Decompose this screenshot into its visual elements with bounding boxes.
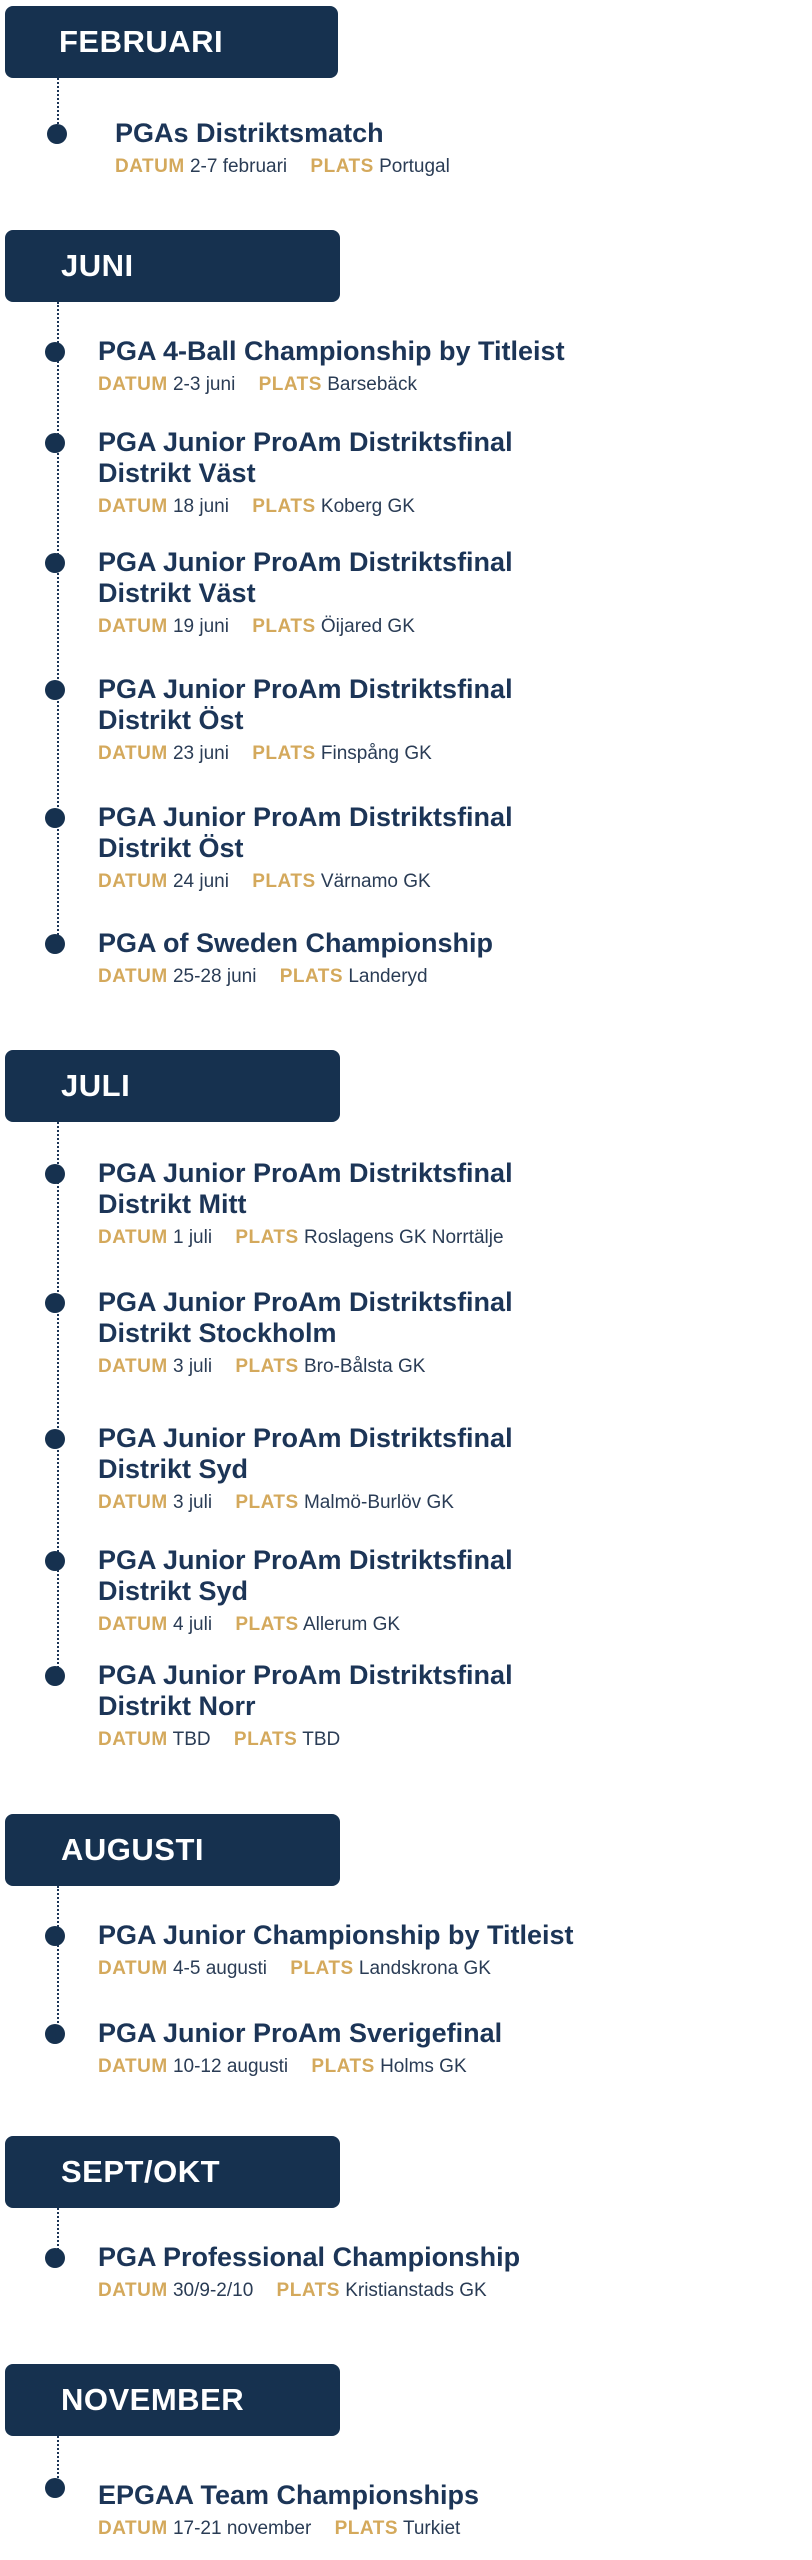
event-place: Barsebäck xyxy=(327,374,418,395)
place-label: PLATS xyxy=(310,156,374,177)
event-title: PGA 4-Ball Championship by Titleist xyxy=(98,336,565,366)
month-header-februari: FEBRUARI xyxy=(5,6,338,78)
date-label: DATUM xyxy=(98,743,168,764)
event-title: PGA Junior ProAm Distriktsfinal Distrikt Väst xyxy=(98,547,513,608)
timeline-dot xyxy=(45,1551,65,1571)
date-label: DATUM xyxy=(115,156,185,177)
date-label: DATUM xyxy=(98,1614,168,1635)
event-meta xyxy=(98,1355,788,1379)
event-item xyxy=(98,427,788,519)
event-item xyxy=(98,1423,788,1515)
event-date: 4-5 augusti xyxy=(172,1958,267,1979)
date-label: DATUM xyxy=(98,374,168,395)
event-date: 3 juli xyxy=(172,1492,213,1513)
event-item xyxy=(98,1920,788,1981)
event-title: PGA Professional Championship xyxy=(98,2242,521,2272)
event-meta xyxy=(98,870,788,894)
event-meta xyxy=(98,2279,788,2303)
place-label: PLATS xyxy=(290,1958,354,1979)
event-title: PGA Junior ProAm Distriktsfinal Distrikt Mitt xyxy=(98,1158,513,1219)
date-label: DATUM xyxy=(98,2280,168,2301)
timeline-line xyxy=(57,302,59,942)
event-meta xyxy=(98,2055,788,2079)
place-label: PLATS xyxy=(252,871,316,892)
event-meta xyxy=(98,2517,788,2541)
timeline-dot xyxy=(45,934,65,954)
event-title: PGA Junior ProAm Distriktsfinal Distrikt Väst xyxy=(98,427,513,488)
event-title: PGA Junior Championship by Titleist xyxy=(98,1920,574,1950)
event-meta xyxy=(98,1491,788,1515)
place-label: PLATS xyxy=(233,1729,298,1750)
timeline-dot xyxy=(45,342,65,362)
date-label: DATUM xyxy=(98,1729,168,1750)
event-title: PGA Junior ProAm Distriktsfinal Distrikt Norr xyxy=(98,1660,513,1721)
place-label: PLATS xyxy=(334,2518,398,2539)
event-date: 17-21 november xyxy=(172,2518,312,2539)
date-label: DATUM xyxy=(98,496,168,517)
date-label: DATUM xyxy=(98,871,168,892)
event-meta xyxy=(98,1613,788,1637)
event-item xyxy=(98,1287,788,1379)
date-label: DATUM xyxy=(98,1492,168,1513)
event-meta xyxy=(98,373,788,397)
event-date: 30/9-2/10 xyxy=(172,2280,254,2301)
timeline-dot xyxy=(45,1164,65,1184)
event-date: 19 juni xyxy=(172,616,229,637)
timeline-dot xyxy=(45,1429,65,1449)
place-label: PLATS xyxy=(279,966,344,987)
date-label: DATUM xyxy=(98,2056,168,2077)
month-header-juni: JUNI xyxy=(5,230,340,302)
date-label: DATUM xyxy=(98,1227,168,1248)
month-header-augusti: AUGUSTI xyxy=(5,1814,340,1886)
event-meta xyxy=(98,965,788,989)
timeline-dot xyxy=(45,1666,65,1686)
event-item xyxy=(98,2242,788,2303)
event-item xyxy=(98,674,788,766)
event-place: TBD xyxy=(302,1729,341,1750)
event-item xyxy=(115,118,805,179)
event-item xyxy=(98,336,788,397)
event-item xyxy=(98,928,788,989)
event-title: PGA Junior ProAm Sverigefinal xyxy=(98,2018,503,2048)
event-date: TBD xyxy=(172,1729,211,1750)
event-place: Turkiet xyxy=(402,2518,461,2539)
event-title: PGAs Distriktsmatch xyxy=(115,118,384,148)
event-date: 2-7 februari xyxy=(189,156,288,177)
timeline-dot xyxy=(45,1926,65,1946)
timeline-dot xyxy=(45,433,65,453)
event-meta xyxy=(98,1226,788,1250)
place-label: PLATS xyxy=(311,2056,375,2077)
event-place: Landskrona GK xyxy=(358,1958,491,1979)
event-title: PGA Junior ProAm Distriktsfinal Distrikt Stockholm xyxy=(98,1287,513,1348)
event-place: Bro-Bålsta GK xyxy=(303,1356,426,1377)
event-place: Landeryd xyxy=(348,966,428,987)
date-label: DATUM xyxy=(98,1958,168,1979)
event-meta xyxy=(98,495,788,519)
place-label: PLATS xyxy=(235,1492,299,1513)
event-place: Holms GK xyxy=(380,2056,467,2077)
event-place: Koberg GK xyxy=(320,496,415,517)
timeline-dot xyxy=(45,2478,65,2498)
event-title: EPGAA Team Championships xyxy=(98,2480,480,2510)
event-title: PGA Junior ProAm Distriktsfinal Distrikt Syd xyxy=(98,1423,513,1484)
timeline-dot xyxy=(45,2248,65,2268)
event-meta xyxy=(98,1728,788,1752)
event-item xyxy=(98,1545,788,1637)
event-place: Roslagens GK Norrtälje xyxy=(303,1227,504,1248)
date-label: DATUM xyxy=(98,616,168,637)
place-label: PLATS xyxy=(252,616,316,637)
event-place: Portugal xyxy=(379,156,450,177)
event-item xyxy=(98,2480,788,2541)
timeline-dot xyxy=(45,808,65,828)
place-label: PLATS xyxy=(235,1227,299,1248)
timeline-dot xyxy=(45,553,65,573)
month-header-november: NOVEMBER xyxy=(5,2364,340,2436)
event-item xyxy=(98,1158,788,1250)
event-date: 25-28 juni xyxy=(172,966,257,987)
timeline-dot xyxy=(45,680,65,700)
month-header-juli: JULI xyxy=(5,1050,340,1122)
event-place: Kristianstads GK xyxy=(345,2280,487,2301)
event-meta xyxy=(98,742,788,766)
date-label: DATUM xyxy=(98,2518,168,2539)
event-date: 10-12 augusti xyxy=(172,2056,289,2077)
event-item xyxy=(98,1660,788,1752)
event-date: 18 juni xyxy=(172,496,229,517)
event-place: Finspång GK xyxy=(320,743,432,764)
place-label: PLATS xyxy=(235,1614,299,1635)
timeline-dot xyxy=(45,1293,65,1313)
place-label: PLATS xyxy=(252,743,316,764)
event-title: PGA Junior ProAm Distriktsfinal Distrikt Öst xyxy=(98,802,513,863)
event-title: PGA Junior ProAm Distriktsfinal Distrikt Syd xyxy=(98,1545,513,1606)
date-label: DATUM xyxy=(98,966,168,987)
event-date: 24 juni xyxy=(172,871,229,892)
event-place: Värnamo GK xyxy=(320,871,431,892)
timeline-line xyxy=(57,1122,59,1676)
month-header-sept-okt: SEPT/OKT xyxy=(5,2136,340,2208)
event-title: PGA of Sweden Championship xyxy=(98,928,494,958)
place-label: PLATS xyxy=(252,496,316,517)
event-meta xyxy=(98,615,788,639)
event-date: 2-3 juni xyxy=(172,374,236,395)
timeline-dot xyxy=(45,2024,65,2044)
event-date: 23 juni xyxy=(172,743,229,764)
event-date: 3 juli xyxy=(172,1356,213,1377)
event-place: Malmö-Burlöv GK xyxy=(303,1492,454,1513)
event-title: PGA Junior ProAm Distriktsfinal Distrikt Öst xyxy=(98,674,513,735)
place-label: PLATS xyxy=(276,2280,340,2301)
event-item xyxy=(98,802,788,894)
event-place: Allerum GK xyxy=(302,1614,401,1635)
event-meta xyxy=(115,155,805,179)
place-label: PLATS xyxy=(235,1356,299,1377)
event-item xyxy=(98,547,788,639)
timeline-line xyxy=(57,1886,59,2030)
event-meta xyxy=(98,1957,788,1981)
event-date: 4 juli xyxy=(172,1614,213,1635)
timeline-dot xyxy=(47,124,67,144)
date-label: DATUM xyxy=(98,1356,168,1377)
event-place: Öijared GK xyxy=(320,616,415,637)
event-date: 1 juli xyxy=(172,1227,213,1248)
place-label: PLATS xyxy=(258,374,322,395)
event-item xyxy=(98,2018,788,2079)
